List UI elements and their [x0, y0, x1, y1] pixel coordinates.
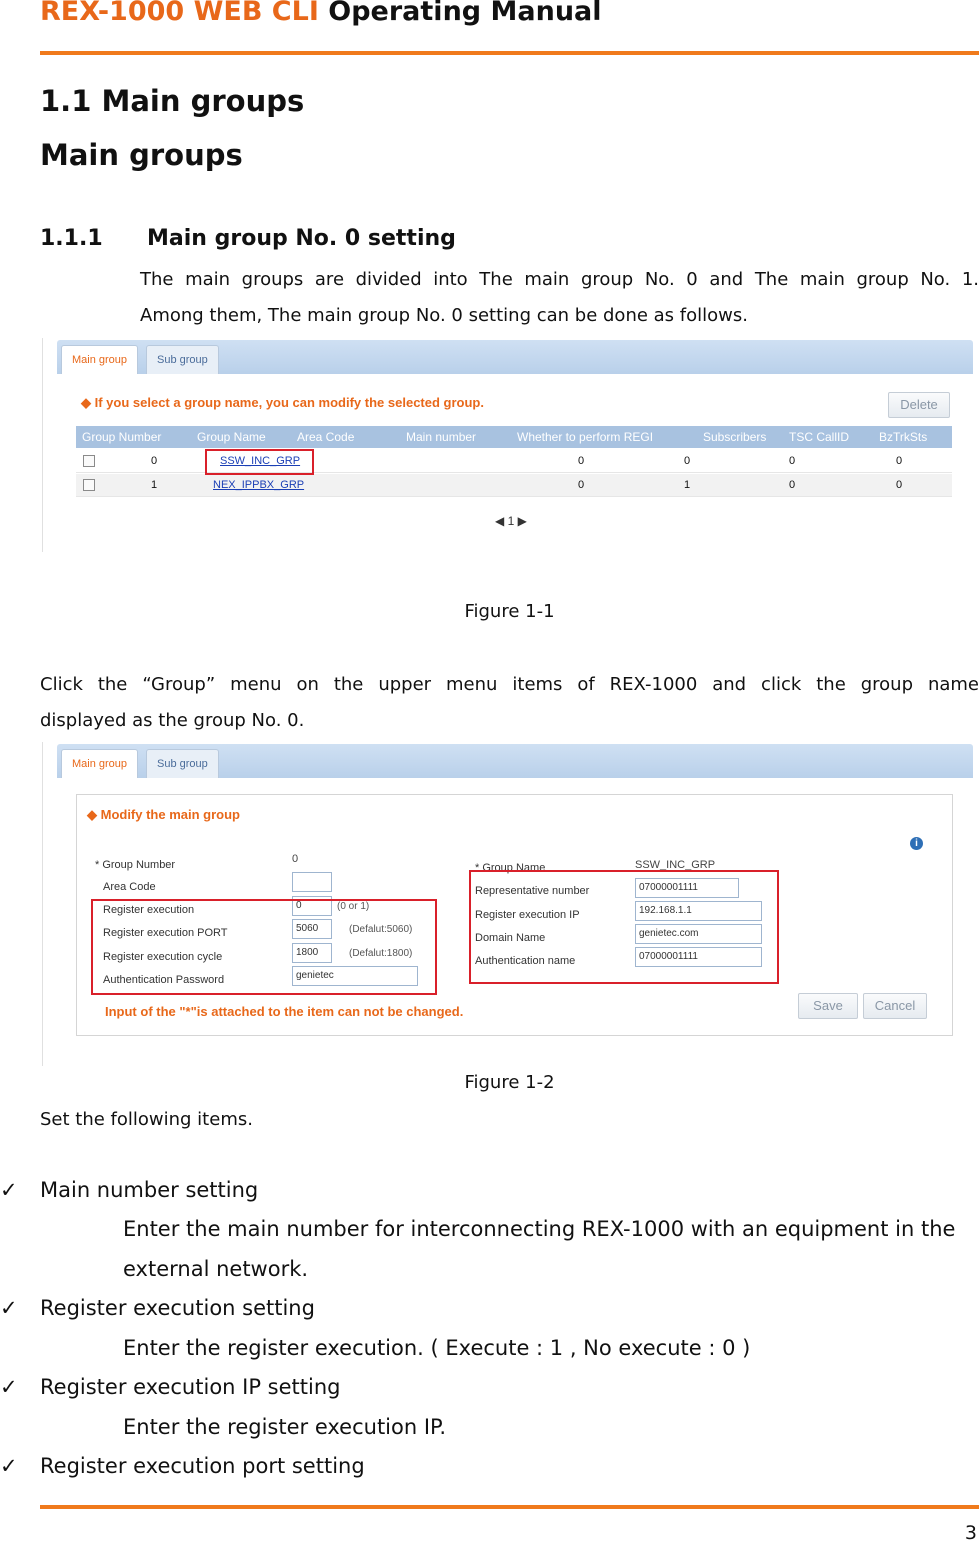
set-items-text: Set the following items. — [40, 1109, 253, 1130]
col-main-number: Main number — [406, 430, 477, 444]
cell-bztrk: 0 — [896, 479, 903, 491]
cell-tsc: 0 — [789, 479, 796, 491]
register-cycle-label: Register execution cycle — [103, 951, 223, 963]
cell-subscribers: 0 — [684, 455, 691, 467]
tab-main-group[interactable]: Main group — [61, 345, 138, 374]
section-subheading: Main groups — [40, 138, 243, 172]
subsection-heading — [40, 226, 456, 251]
save-button[interactable]: Save — [798, 993, 858, 1019]
readonly-warning: Input of the "*"is attached to the item can not be changed. — [105, 1004, 464, 1019]
table-row[interactable] — [76, 474, 952, 497]
highlight-box-left — [91, 899, 437, 995]
header-brand: REX-1000 WEB CLI — [40, 0, 319, 27]
list-item-description: Enter the register execution IP. — [123, 1415, 447, 1439]
list-item-title: Register execution port setting — [40, 1454, 365, 1478]
auth-name-label: Authentication name — [475, 955, 576, 967]
intro-line-2: Among them, The main group No. 0 setting can be done as follows. — [140, 305, 748, 326]
list-item-title: Register execution IP setting — [40, 1375, 341, 1399]
cell-group-number: 1 — [151, 479, 158, 491]
cell-group-number: 0 — [151, 455, 158, 467]
register-ip-input[interactable]: 192.168.1.1 — [635, 901, 762, 921]
cell-tsc: 0 — [789, 455, 796, 467]
tab-sub-group[interactable]: Sub group — [146, 749, 219, 778]
domain-name-input[interactable]: genietec.com — [635, 924, 762, 944]
col-bztrksts: BzTrkSts — [879, 430, 928, 444]
register-execution-hint: (0 or 1) — [337, 901, 370, 912]
register-execution-label: Register execution — [103, 904, 195, 916]
group-number-label: * Group Number — [95, 859, 176, 871]
row-checkbox[interactable] — [83, 455, 95, 467]
figure-1-caption: Figure 1-1 — [464, 601, 555, 622]
subsection-number: 1.1.1 — [40, 226, 103, 251]
group-name-link[interactable]: NEX_IPPBX_GRP — [213, 479, 305, 491]
tab-bar — [57, 744, 973, 778]
document-header — [40, 0, 602, 27]
highlight-box-right — [469, 870, 779, 984]
register-port-hint: (Defalut:5060) — [349, 924, 413, 935]
cell-regi: 0 — [578, 479, 585, 491]
list-item-description: Enter the register execution. ( Execute : 1 , No execute : 0 ) — [123, 1336, 751, 1360]
area-code-label: Area Code — [103, 881, 156, 893]
group-number-value: 0 — [292, 853, 299, 865]
section-heading: 1.1 Main groups — [40, 84, 305, 118]
register-execution-input[interactable]: 0 — [292, 896, 332, 916]
rep-number-input[interactable]: 07000001111 — [635, 878, 739, 898]
auth-password-input[interactable]: genietec — [292, 966, 418, 986]
cancel-button[interactable]: Cancel — [863, 993, 927, 1019]
auth-name-input[interactable]: 07000001111 — [635, 947, 762, 967]
group-name-value: SSW_INC_GRP — [635, 859, 716, 871]
list-item-title: Register execution setting — [40, 1296, 315, 1320]
intro-line-1: The main groups are divided into The main group No. 0 and The main group No. 1. — [140, 269, 979, 290]
table-header — [76, 426, 952, 448]
figure-2-caption: Figure 1-2 — [464, 1072, 555, 1093]
area-code-input[interactable] — [292, 872, 332, 892]
col-group-name: Group Name — [197, 430, 266, 444]
check-icon: ✓ — [0, 1454, 18, 1478]
cell-subscribers: 1 — [684, 479, 691, 491]
domain-name-label: Domain Name — [475, 932, 546, 944]
group-name-link[interactable]: SSW_INC_GRP — [220, 455, 301, 467]
col-group-number: Group Number — [82, 430, 162, 444]
auth-password-label: Authentication Password — [103, 974, 225, 986]
pager[interactable]: ◀ 1 ▶ — [495, 514, 527, 528]
register-cycle-hint: (Defalut:1800) — [349, 948, 413, 959]
footer-rule — [40, 1505, 979, 1509]
register-ip-label: Register execution IP — [475, 909, 580, 921]
register-cycle-input[interactable]: 1800 — [292, 943, 332, 963]
select-notice: ◆ If you select a group name, you can modify the selected group. — [81, 395, 484, 410]
panel-title: ◆ Modify the main group — [87, 807, 240, 822]
tab-sub-group[interactable]: Sub group — [146, 345, 219, 374]
header-rule — [40, 51, 979, 55]
highlight-box — [205, 449, 314, 475]
click-instruction-line-1: Click the “Group” menu on the upper menu items of REX-1000 and click the group name — [40, 674, 979, 695]
cell-bztrk: 0 — [896, 455, 903, 467]
row-checkbox[interactable] — [83, 479, 95, 491]
col-subscribers: Subscribers — [703, 430, 767, 444]
check-icon: ✓ — [0, 1296, 18, 1320]
header-title: Operating Manual — [318, 0, 602, 27]
check-icon: ✓ — [0, 1178, 18, 1202]
check-icon: ✓ — [0, 1375, 18, 1399]
group-name-label: * Group Name — [475, 862, 546, 874]
list-item-description: external network. — [123, 1257, 309, 1281]
list-item-title: Main number setting — [40, 1178, 259, 1202]
tab-bar — [57, 340, 973, 374]
figure-2-screenshot — [42, 742, 973, 1066]
info-icon[interactable]: i — [910, 837, 923, 850]
subsection-title: Main group No. 0 setting — [147, 226, 456, 251]
col-regi: Whether to perform REGI — [517, 430, 654, 444]
tab-main-group[interactable]: Main group — [61, 749, 138, 778]
col-tsc-callid: TSC CallID — [789, 430, 850, 444]
page-number: 3 — [964, 1522, 977, 1544]
figure-1-screenshot — [42, 338, 973, 552]
rep-number-label: Representative number — [475, 885, 590, 897]
register-port-label: Register execution PORT — [103, 927, 228, 939]
click-instruction-line-2: displayed as the group No. 0. — [40, 710, 305, 731]
cell-regi: 0 — [578, 455, 585, 467]
list-item-description: Enter the main number for interconnecting REX-1000 with an equipment in the — [123, 1217, 956, 1241]
register-port-input[interactable]: 5060 — [292, 919, 332, 939]
delete-button[interactable]: Delete — [888, 392, 950, 418]
col-area-code: Area Code — [297, 430, 355, 444]
